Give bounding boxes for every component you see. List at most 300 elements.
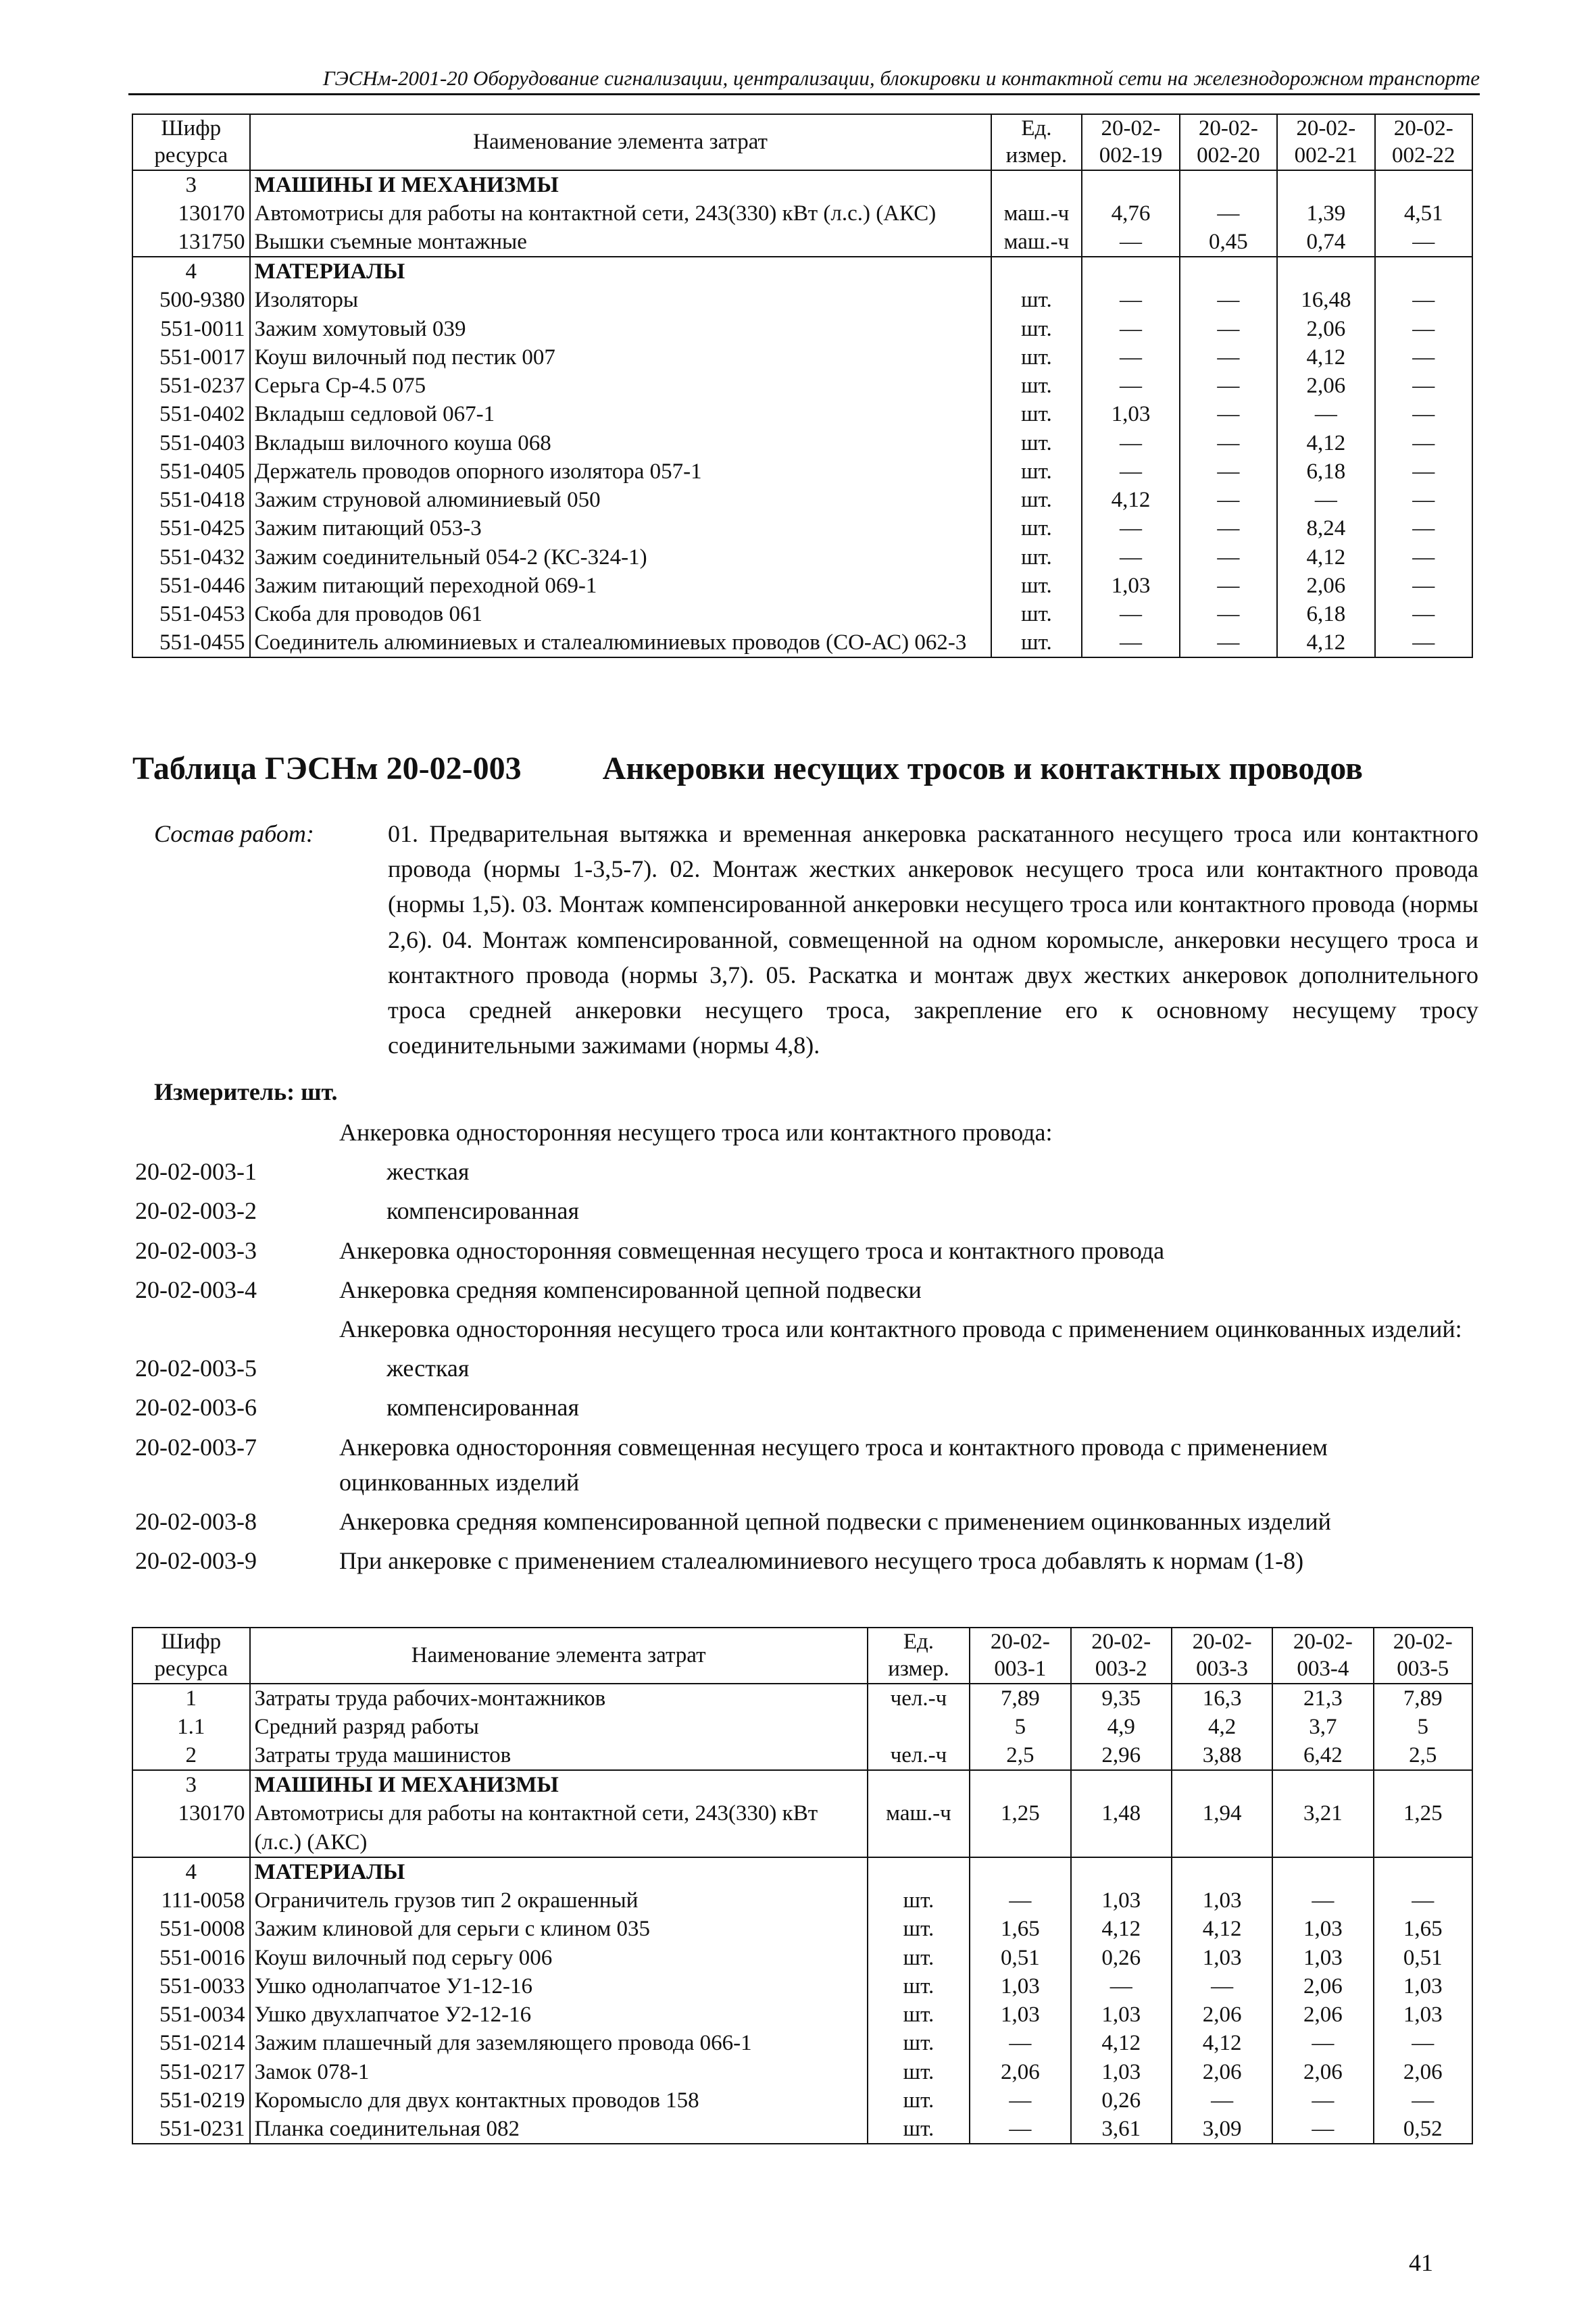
resource-code: 3 (132, 170, 250, 199)
norm-value: 2,06 (1277, 372, 1375, 400)
norm-value: — (1277, 400, 1375, 428)
unit-of-measure: шт. (991, 400, 1082, 428)
resource-code: 551-0425 (132, 514, 250, 543)
norm-value: — (1082, 600, 1179, 628)
section-row (132, 170, 1472, 199)
cost-element-name: МАТЕРИАЛЫ (250, 257, 991, 286)
resource-code: 551-0446 (132, 572, 250, 600)
norm-value: — (1082, 543, 1179, 572)
norm-value: 1,03 (1272, 1915, 1373, 1943)
resource-code: 551-0016 (132, 1944, 250, 1972)
table-name: Анкеровки несущих тросов и контактных проводов (602, 751, 1363, 786)
norm-code (135, 1115, 339, 1150)
norm-value (1375, 170, 1472, 199)
norm-list (135, 1115, 1480, 1582)
norm-value (1082, 257, 1179, 286)
norm-item (135, 1154, 1480, 1189)
norm-code: 20-02-003-2 (135, 1197, 257, 1225)
norm-value: 2,06 (1272, 2058, 1373, 2086)
norm-value: 16,48 (1277, 286, 1375, 314)
norm-value: — (1272, 2115, 1373, 2144)
table-row (132, 2058, 1472, 2086)
norm-value: — (1180, 600, 1277, 628)
resource-code: 500-9380 (132, 286, 250, 314)
norm-value: — (1375, 286, 1472, 314)
norm-value: 2,06 (1374, 2058, 1472, 2086)
norm-value: 1,25 (970, 1799, 1070, 1857)
norm-value: — (1375, 429, 1472, 457)
norm-value: 1,25 (1374, 1799, 1472, 1857)
norm-value: 1,03 (1071, 2058, 1172, 2086)
resource-code: 551-0418 (132, 486, 250, 514)
table-row (132, 1684, 1472, 1713)
norm-value: 6,18 (1277, 457, 1375, 486)
cost-element-name: Зажим струновой алюминиевый 050 (250, 486, 991, 514)
norm-value (1082, 170, 1179, 199)
resource-code: 130170 (132, 199, 250, 228)
resource-code: 551-0219 (132, 2086, 250, 2115)
header-norm-col: 20-02-003-4 (1272, 1628, 1373, 1684)
norm-value: — (1375, 543, 1472, 572)
norm-value: 4,12 (1082, 486, 1179, 514)
norm-item (135, 1430, 1480, 1500)
norm-value: 0,51 (1374, 1944, 1472, 1972)
unit-of-measure: шт. (991, 628, 1082, 657)
table-header-row (132, 114, 1472, 170)
composition-label: Состав работ: (154, 820, 314, 847)
norm-value: — (1272, 1886, 1373, 1915)
norm-value (1180, 170, 1277, 199)
norm-value: 1,48 (1071, 1799, 1172, 1857)
norm-value: — (1375, 514, 1472, 543)
table2-body (132, 1684, 1472, 2144)
norm-value (1277, 170, 1375, 199)
norm-code: 20-02-003-9 (135, 1547, 257, 1575)
norm-item (135, 1390, 1480, 1425)
norm-value: — (1180, 372, 1277, 400)
norm-value: — (1082, 457, 1179, 486)
norm-value: — (1180, 572, 1277, 600)
unit-of-measure: шт. (868, 2001, 970, 2029)
norm-value: — (1082, 343, 1179, 372)
table-row (132, 400, 1472, 428)
resource-code: 551-0217 (132, 2058, 250, 2086)
norm-code: 20-02-003-4 (135, 1276, 257, 1303)
running-header: ГЭСНм-2001-20 Оборудование сигнализации, централизации, блокировки и контактной сети на железнодорожном транспорте (128, 66, 1480, 95)
norm-item (135, 1543, 1480, 1578)
norm-description: жесткая (386, 1355, 470, 1382)
norm-value (970, 1770, 1070, 1799)
unit-of-measure: шт. (868, 1944, 970, 1972)
unit-of-measure (868, 1770, 970, 1799)
norm-value: — (1082, 514, 1179, 543)
norm-description: жесткая (386, 1158, 470, 1186)
unit-of-measure: шт. (868, 2086, 970, 2115)
norm-value: — (970, 2115, 1070, 2144)
norm-value: — (1375, 315, 1472, 343)
norm-value: 1,03 (1071, 2001, 1172, 2029)
composition-text: 01. Предварительная вытяжка и временная анкеровка раскатанного несущего троса или контактного провода (нормы 1-3,5-7). 02. Монтаж жестких анкеровок несущего троса или контактного провода (нормы 1,5). 03. Монтаж компенсированной анкеровки несущего троса или контактного провода (нормы 2,6). 04. Монтаж компенсированной, совмещенной на одном коромысле, анкеровки несущего троса и контактного провода (нормы 3,7). 05. Раскатка и монтаж двух жестких анкеровок дополнительного троса средней анкеровки несущего троса, закрепление его к основному несущему тросу соединительными зажимами (нормы 4,8). (388, 820, 1478, 1059)
cost-element-name: Зажим соединительный 054-2 (КС-324-1) (250, 543, 991, 572)
norm-value: 2,06 (1272, 2001, 1373, 2029)
table-row (132, 2086, 1472, 2115)
norm-value (1277, 257, 1375, 286)
resource-code: 551-0402 (132, 400, 250, 428)
norm-value: — (1272, 2029, 1373, 2057)
cost-element-name: Соединитель алюминиевых и сталеалюминиевых проводов (СО-АС) 062-3 (250, 628, 991, 657)
cost-element-name: Ограничитель грузов тип 2 окрашенный (250, 1886, 868, 1915)
cost-element-name: Коуш вилочный под пестик 007 (250, 343, 991, 372)
resource-code: 551-0455 (132, 628, 250, 657)
norm-item (135, 1115, 1480, 1150)
norm-value: 1,03 (1172, 1886, 1272, 1915)
unit-of-measure: шт. (868, 1915, 970, 1943)
cost-element-name: Зажим питающий переходной 069-1 (250, 572, 991, 600)
norm-value: — (1172, 2086, 1272, 2115)
norm-value: — (1277, 486, 1375, 514)
norm-value: 1,94 (1172, 1799, 1272, 1857)
page-number: 41 (1409, 2249, 1433, 2276)
norm-value: — (1180, 286, 1277, 314)
norm-description: компенсированная (386, 1394, 580, 1422)
unit-of-measure: шт. (868, 2029, 970, 2057)
table-row (132, 1799, 1472, 1857)
unit-of-measure: шт. (991, 514, 1082, 543)
resource-code: 551-0405 (132, 457, 250, 486)
norm-item (135, 1504, 1480, 1539)
norm-value: 2,5 (1374, 1741, 1472, 1770)
norm-value: 3,09 (1172, 2115, 1272, 2144)
norm-value (1272, 1857, 1373, 1886)
norm-value: — (1374, 2086, 1472, 2115)
norm-value: — (1375, 372, 1472, 400)
norm-value: — (1082, 228, 1179, 257)
norm-item (135, 1193, 1480, 1228)
unit-of-measure: шт. (868, 1972, 970, 2001)
unit-of-measure: шт. (991, 486, 1082, 514)
norm-value: 4,12 (1277, 429, 1375, 457)
norm-description: Анкеровка односторонняя несущего троса или контактного провода с применением оцинкованных изделий: (339, 1315, 1462, 1342)
unit-of-measure: шт. (991, 372, 1082, 400)
cost-element-name: Автомотрисы для работы на контактной сети, 243(330) кВт (л.с.) (АКС) (250, 199, 991, 228)
unit-of-measure: шт. (868, 2115, 970, 2144)
norm-value: — (1375, 600, 1472, 628)
norm-value: 4,12 (1277, 343, 1375, 372)
cost-element-name: Зажим плашечный для заземляющего провода 066-1 (250, 2029, 868, 2057)
norm-value: 0,51 (970, 1944, 1070, 1972)
norm-value: — (1180, 486, 1277, 514)
norm-value: — (1180, 457, 1277, 486)
norm-code: 20-02-003-7 (135, 1433, 257, 1461)
cost-element-name: Зажим питающий 053-3 (250, 514, 991, 543)
table-row (132, 429, 1472, 457)
resource-code: 130170 (132, 1799, 250, 1857)
resource-table-003 (132, 1627, 1473, 2144)
header-unit: Ед. измер. (991, 114, 1082, 170)
resource-code: 551-0034 (132, 2001, 250, 2029)
norm-value: 4,12 (1277, 628, 1375, 657)
norm-value: — (1180, 343, 1277, 372)
norm-value: 2,06 (1277, 572, 1375, 600)
norm-value: — (1375, 628, 1472, 657)
table-row (132, 2001, 1472, 2029)
norm-value: 4,2 (1172, 1713, 1272, 1741)
norm-item (135, 1311, 1480, 1347)
norm-description: Анкеровка односторонняя совмещенная несущего троса и контактного провода с применением оцинкованных изделий (339, 1433, 1328, 1496)
norm-value: — (1082, 628, 1179, 657)
header-code: Шифр ресурса (132, 1628, 250, 1684)
table1-body (132, 170, 1472, 658)
unit-of-measure (868, 1857, 970, 1886)
cost-element-name: Вкладыш седловой 067-1 (250, 400, 991, 428)
cost-element-name: Коромысло для двух контактных проводов 158 (250, 2086, 868, 2115)
norm-value: — (1082, 429, 1179, 457)
norm-value: 4,76 (1082, 199, 1179, 228)
norm-value: 7,89 (1374, 1684, 1472, 1713)
norm-value: 8,24 (1277, 514, 1375, 543)
resource-table-002 (132, 114, 1473, 658)
norm-value: 2,06 (1172, 2001, 1272, 2029)
norm-value: — (970, 2086, 1070, 2115)
unit-of-measure (868, 1713, 970, 1741)
cost-element-name: Зажим клиновой для серьги с клином 035 (250, 1915, 868, 1943)
norm-value: 4,51 (1375, 199, 1472, 228)
norm-value: 4,9 (1071, 1713, 1172, 1741)
resource-code: 4 (132, 257, 250, 286)
norm-value: 1,03 (970, 2001, 1070, 2029)
unit-of-measure: шт. (991, 429, 1082, 457)
norm-value: — (1375, 400, 1472, 428)
norm-value: 6,42 (1272, 1741, 1373, 1770)
header-code: Шифр ресурса (132, 114, 250, 170)
table-row (132, 2115, 1472, 2144)
norm-value (1180, 257, 1277, 286)
cost-element-name: МАШИНЫ И МЕХАНИЗМЫ (250, 1770, 868, 1799)
unit-of-measure: шт. (991, 457, 1082, 486)
table-row (132, 543, 1472, 572)
unit-of-measure: шт. (868, 1886, 970, 1915)
norm-description: Анкеровка односторонняя несущего троса или контактного провода: (339, 1119, 1053, 1146)
norm-value: 4,12 (1071, 2029, 1172, 2057)
cost-element-name: Зажим хомутовый 039 (250, 315, 991, 343)
norm-value: — (970, 2029, 1070, 2057)
norm-value: 0,74 (1277, 228, 1375, 257)
cost-element-name: Затраты труда машинистов (250, 1741, 868, 1770)
table-row (132, 1713, 1472, 1741)
table-row (132, 572, 1472, 600)
norm-code: 20-02-003-6 (135, 1394, 257, 1422)
unit-of-measure: шт. (991, 343, 1082, 372)
norm-value: 1,03 (1374, 1972, 1472, 2001)
table-number: Таблица ГЭСНм 20-02-003 (132, 751, 522, 786)
norm-code: 20-02-003-8 (135, 1507, 257, 1535)
table-row (132, 457, 1472, 486)
cost-element-name: Затраты труда рабочих-монтажников (250, 1684, 868, 1713)
table-row (132, 2029, 1472, 2057)
unit-of-measure: шт. (991, 572, 1082, 600)
resource-code: 1.1 (132, 1713, 250, 1741)
resource-code: 111-0058 (132, 1886, 250, 1915)
norm-value: — (1180, 400, 1277, 428)
table-row (132, 286, 1472, 314)
table-row (132, 1915, 1472, 1943)
norm-value: — (1374, 2029, 1472, 2057)
norm-value: 2,5 (970, 1741, 1070, 1770)
norm-value: 1,03 (1082, 400, 1179, 428)
resource-code: 2 (132, 1741, 250, 1770)
cost-element-name: Держатель проводов опорного изолятора 057-1 (250, 457, 991, 486)
header-norm-col: 20-02-002-22 (1375, 114, 1472, 170)
work-composition (154, 816, 1478, 1063)
table-row (132, 1944, 1472, 1972)
resource-code: 551-0033 (132, 1972, 250, 2001)
norm-item (135, 1272, 1480, 1307)
norm-value: — (1375, 343, 1472, 372)
norm-value (1172, 1770, 1272, 1799)
header-norm-col: 20-02-002-19 (1082, 114, 1179, 170)
norm-value: 1,03 (1082, 572, 1179, 600)
unit-of-measure: маш.-ч (991, 228, 1082, 257)
norm-description: Анкеровка средняя компенсированной цепной подвески (339, 1276, 922, 1303)
norm-value: 2,06 (1272, 1972, 1373, 2001)
norm-value: 4,12 (1172, 1915, 1272, 1943)
unit-of-measure: чел.-ч (868, 1741, 970, 1770)
norm-item (135, 1351, 1480, 1386)
norm-code: 20-02-003-3 (135, 1236, 257, 1264)
table-row (132, 343, 1472, 372)
resource-code: 551-0011 (132, 315, 250, 343)
unit-of-measure: маш.-ч (868, 1799, 970, 1857)
resource-code: 3 (132, 1770, 250, 1799)
norm-code: 20-02-003-5 (135, 1355, 257, 1382)
table-row (132, 486, 1472, 514)
norm-value: 2,06 (970, 2058, 1070, 2086)
norm-value: — (1180, 199, 1277, 228)
cost-element-name: Планка соединительная 082 (250, 2115, 868, 2144)
cost-element-name: Вкладыш вилочного коуша 068 (250, 429, 991, 457)
table-title (132, 750, 1363, 787)
norm-value: 2,96 (1071, 1741, 1172, 1770)
norm-value: — (1180, 543, 1277, 572)
table-row (132, 1972, 1472, 2001)
unit-of-measure: шт. (868, 2058, 970, 2086)
table-row (132, 514, 1472, 543)
norm-value: — (1180, 628, 1277, 657)
norm-value: — (1375, 228, 1472, 257)
norm-value (1374, 1770, 1472, 1799)
norm-value: 2,06 (1172, 2058, 1272, 2086)
norm-value: 2,06 (1277, 315, 1375, 343)
norm-value: — (1172, 1972, 1272, 2001)
norm-value: 21,3 (1272, 1684, 1373, 1713)
norm-value: 1,03 (1374, 2001, 1472, 2029)
norm-value (1272, 1770, 1373, 1799)
norm-value: 0,26 (1071, 1944, 1172, 1972)
norm-value: — (1082, 372, 1179, 400)
norm-value: 4,12 (1277, 543, 1375, 572)
header-name: Наименование элемента затрат (250, 114, 991, 170)
resource-code: 551-0237 (132, 372, 250, 400)
resource-code: 1 (132, 1684, 250, 1713)
norm-value (1374, 1857, 1472, 1886)
cost-element-name: Серьга Ср-4.5 075 (250, 372, 991, 400)
cost-element-name: МАТЕРИАЛЫ (250, 1857, 868, 1886)
norm-value: 5 (1374, 1713, 1472, 1741)
norm-item (135, 1233, 1480, 1268)
norm-value: — (1375, 486, 1472, 514)
norm-value: — (1272, 2086, 1373, 2115)
cost-element-name: Средний разряд работы (250, 1713, 868, 1741)
resource-code: 551-0017 (132, 343, 250, 372)
norm-value: 1,03 (970, 1972, 1070, 2001)
norm-value: 0,45 (1180, 228, 1277, 257)
resource-code: 551-0231 (132, 2115, 250, 2144)
norm-code (135, 1311, 339, 1347)
cost-element-name: МАШИНЫ И МЕХАНИЗМЫ (250, 170, 991, 199)
table-header-row (132, 1628, 1472, 1684)
table-row (132, 199, 1472, 228)
norm-value (1071, 1770, 1172, 1799)
header-name: Наименование элемента затрат (250, 1628, 868, 1684)
norm-description: При анкеровке с применением сталеалюминиевого несущего троса добавлять к нормам (1-8) (339, 1547, 1304, 1575)
norm-value: — (1180, 315, 1277, 343)
header-norm-col: 20-02-002-20 (1180, 114, 1277, 170)
norm-value (1375, 257, 1472, 286)
cost-element-name: Коуш вилочный под серьгу 006 (250, 1944, 868, 1972)
norm-value: 3,21 (1272, 1799, 1373, 1857)
resource-code: 551-0453 (132, 600, 250, 628)
norm-value: — (1082, 286, 1179, 314)
norm-value: — (1375, 572, 1472, 600)
resource-code: 4 (132, 1857, 250, 1886)
norm-value: 1,03 (1071, 1886, 1172, 1915)
norm-value: 7,89 (970, 1684, 1070, 1713)
norm-value: — (1082, 315, 1179, 343)
norm-value: — (1071, 1972, 1172, 2001)
header-norm-col: 20-02-002-21 (1277, 114, 1375, 170)
norm-code: 20-02-003-1 (135, 1158, 257, 1186)
norm-value: 1,03 (1272, 1944, 1373, 1972)
cost-element-name: Ушко однолапчатое У1-12-16 (250, 1972, 868, 2001)
norm-value: 1,03 (1172, 1944, 1272, 1972)
header-norm-col: 20-02-003-5 (1374, 1628, 1472, 1684)
norm-value (1071, 1857, 1172, 1886)
unit-of-measure: шт. (991, 543, 1082, 572)
header-unit: Ед. измер. (868, 1628, 970, 1684)
cost-element-name: Автомотрисы для работы на контактной сети, 243(330) кВт (л.с.) (АКС) (250, 1799, 868, 1857)
header-norm-col: 20-02-003-1 (970, 1628, 1070, 1684)
norm-value: 1,65 (970, 1915, 1070, 1943)
norm-value: 3,88 (1172, 1741, 1272, 1770)
norm-value: 4,12 (1071, 1915, 1172, 1943)
table-row (132, 1741, 1472, 1770)
norm-value: — (1374, 1886, 1472, 1915)
norm-value: 9,35 (1071, 1684, 1172, 1713)
cost-element-name: Изоляторы (250, 286, 991, 314)
cost-element-name: Ушко двухлапчатое У2-12-16 (250, 2001, 868, 2029)
resource-code: 551-0403 (132, 429, 250, 457)
resource-code: 131750 (132, 228, 250, 257)
table-row (132, 628, 1472, 657)
norm-value: — (1375, 457, 1472, 486)
cost-element-name: Замок 078-1 (250, 2058, 868, 2086)
norm-value (970, 1857, 1070, 1886)
unit-of-measure: шт. (991, 286, 1082, 314)
norm-value: 1,65 (1374, 1915, 1472, 1943)
table-row (132, 315, 1472, 343)
table-row (132, 1886, 1472, 1915)
cost-element-name: Вышки съемные монтажные (250, 228, 991, 257)
